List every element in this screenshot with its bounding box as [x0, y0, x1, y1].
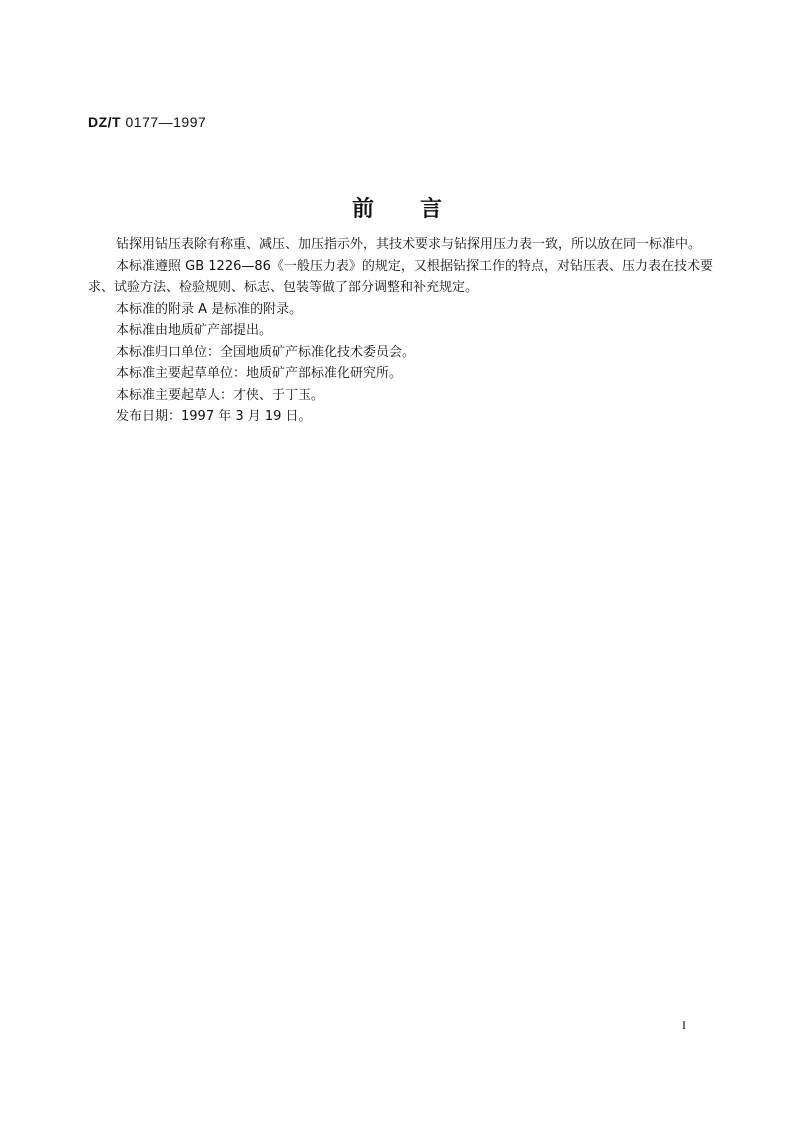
paragraph-scope: 钻探用钻压表除有称重、减压、加压指示外，其技术要求与钻探用压力表一致，所以放在同一标准中。: [116, 237, 702, 252]
paragraph-drafters: 本标准主要起草人：才侠、于丁玉。: [116, 387, 325, 403]
page-number: I: [682, 1018, 686, 1032]
standard-prefix: DZ/T: [88, 114, 122, 130]
paragraph-drafting-unit: 本标准主要起草单位：地质矿产部标准化研究所。: [116, 366, 403, 381]
standard-number: 0177—1997: [125, 114, 207, 130]
standard-code: [88, 114, 206, 130]
paragraph-appendix: 本标准的附录 A 是标准的附录。: [116, 301, 303, 317]
preface-body: [88, 234, 713, 428]
paragraph-reference-standard: 本标准遵照 GB 1226—86《一般压力表》的规定，又根据钻探工作的特点，对钻压表、压力表在技术要求、试验方法、检验规则、标志、包装等做了部分调整和补充规定。: [88, 258, 713, 295]
paragraph-responsible-unit: 本标准归口单位：全国地质矿产标准化技术委员会。: [116, 344, 416, 360]
section-title: 前言: [351, 197, 488, 222]
paragraph-proposer: 本标准由地质矿产部提出。: [116, 323, 273, 338]
paragraph-release-date: 发布日期：1997 年 3 月 19 日。: [116, 409, 312, 424]
